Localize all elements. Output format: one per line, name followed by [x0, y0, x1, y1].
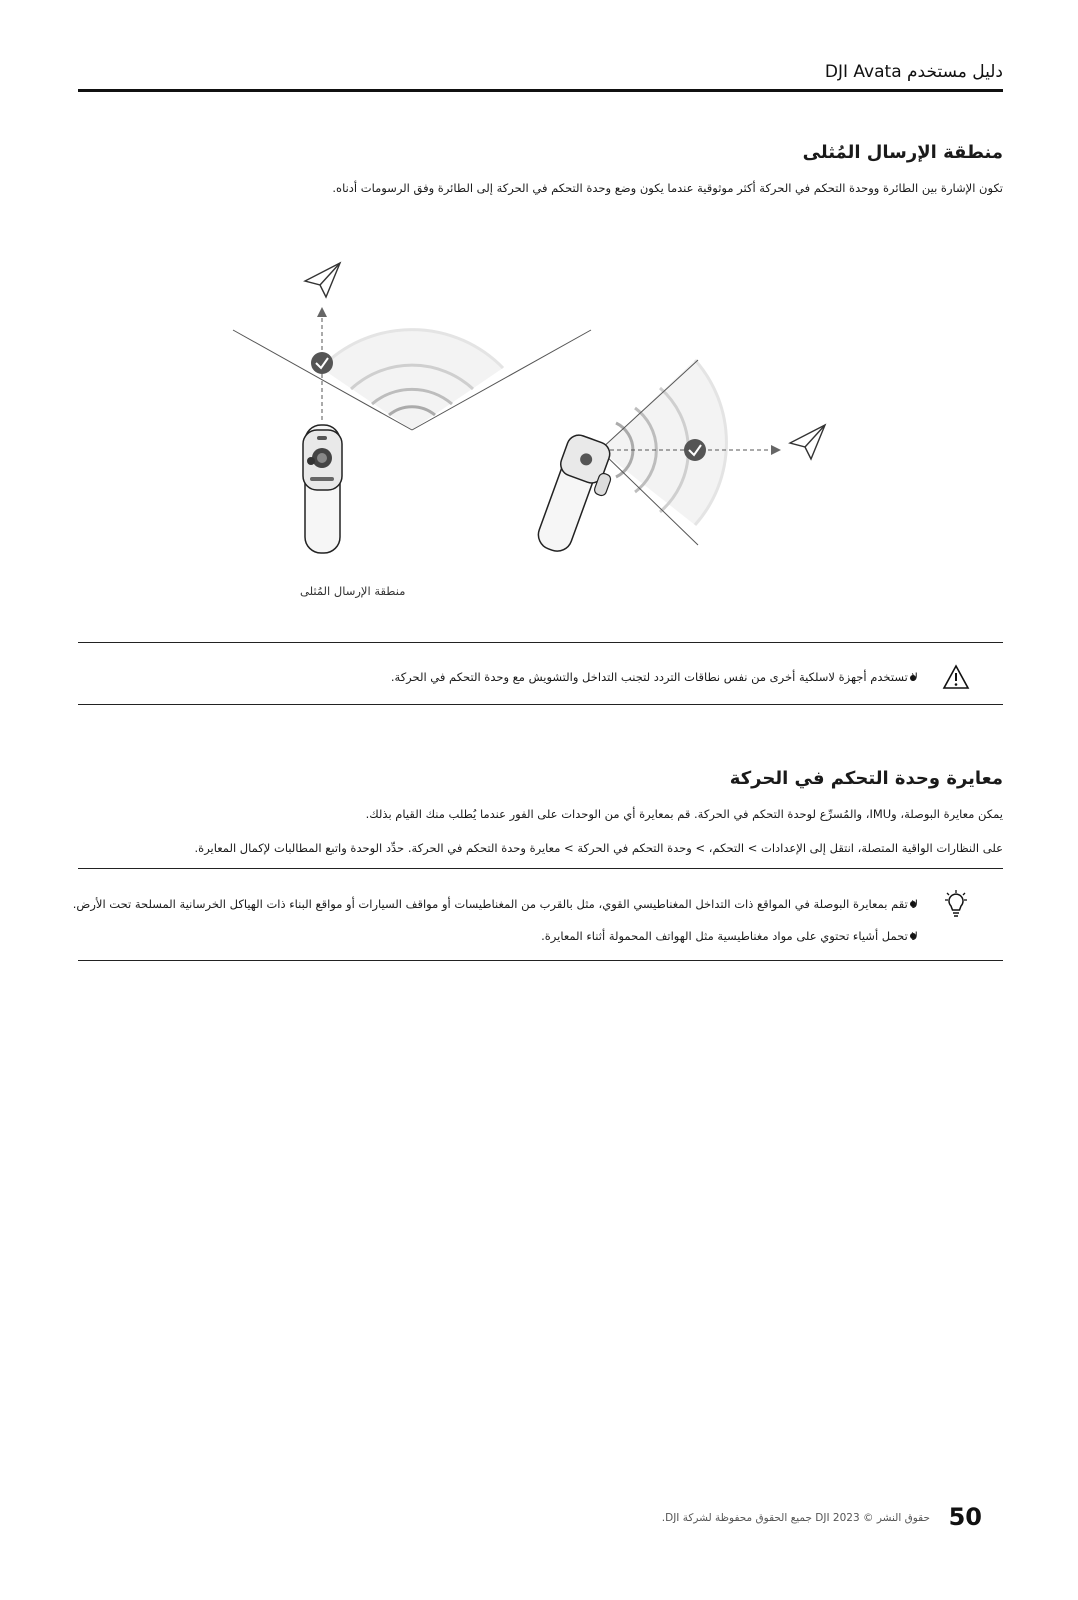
figure-caption: منطقة الإرسال المُثلى: [300, 584, 406, 598]
tip-item-2: لا تحمل أشياء تحتوي على مواد مغناطيسية مثل الهواتف المحمولة أثناء المعايرة.: [541, 929, 918, 943]
drone-plane-icon: [305, 263, 340, 297]
upright-controller-diagram: [233, 263, 591, 553]
warning-text: لا تستخدم أجهزة لاسلكية أخرى من نفس نطاقات التردد لتجنب التداخل والتشويش مع وحدة التحكم في الحركة.: [390, 670, 918, 684]
section-heading-calibration: معايرة وحدة التحكم في الحركة: [729, 768, 1003, 789]
header-divider: [78, 89, 1003, 92]
footer-copyright: حقوق النشر © 2023 DJI جميع الحقوق محفوظة لشركة DJI.: [661, 1512, 930, 1524]
tips-top-rule: [78, 868, 1003, 869]
transmission-zone-figure: [225, 255, 845, 595]
warning-bottom-rule: [78, 704, 1003, 705]
drone-plane-icon-forward: [790, 425, 825, 459]
lightbulb-icon: [942, 890, 970, 920]
section-heading-optimal-zone: منطقة الإرسال المُثلى: [802, 142, 1003, 163]
warning-top-rule: [78, 642, 1003, 643]
tip-item-1: لا تقم بمعايرة البوصلة في المواقع ذات التداخل المغناطيسي القوي، مثل بالقرب من المغناطيسات أو مواقف السيارات أو مواقع البناء ذات الهياكل الخرسانية المسلحة تحت الأرض.: [72, 897, 918, 911]
footer: [660, 1503, 982, 1533]
motion-controller-forward: [531, 432, 621, 561]
page-number: 50: [948, 1503, 982, 1531]
header-title: DJI Avata دليل مستخدم: [824, 62, 1003, 82]
calibration-paragraph-1: يمكن معايرة البوصلة، وIMU، والمُسرِّع لوحدة التحكم في الحركة. قم بمعايرة أي من الوحدات على الفور عندما يُطلب منك القيام بذلك.: [365, 807, 1003, 821]
motion-controller-upright: [303, 425, 342, 553]
warning-triangle-icon: [942, 664, 970, 690]
tips-bottom-rule: [78, 960, 1003, 961]
section-body-optimal-zone: تكون الإشارة بين الطائرة ووحدة التحكم في الحركة أكثر موثوقية عندما يكون وضع وحدة التحكم في الحركة إلى الطائرة وفق الرسومات أدناه.: [332, 181, 1003, 195]
forward-controller-diagram: [531, 360, 825, 561]
calibration-paragraph-2: على النظارات الواقية المتصلة، انتقل إلى الإعدادات > التحكم، > وحدة التحكم في الحركة > معايرة وحدة التحكم في الحركة. حدِّد الوحدة واتبع المطالبات لإكمال المعايرة.: [194, 841, 1003, 855]
